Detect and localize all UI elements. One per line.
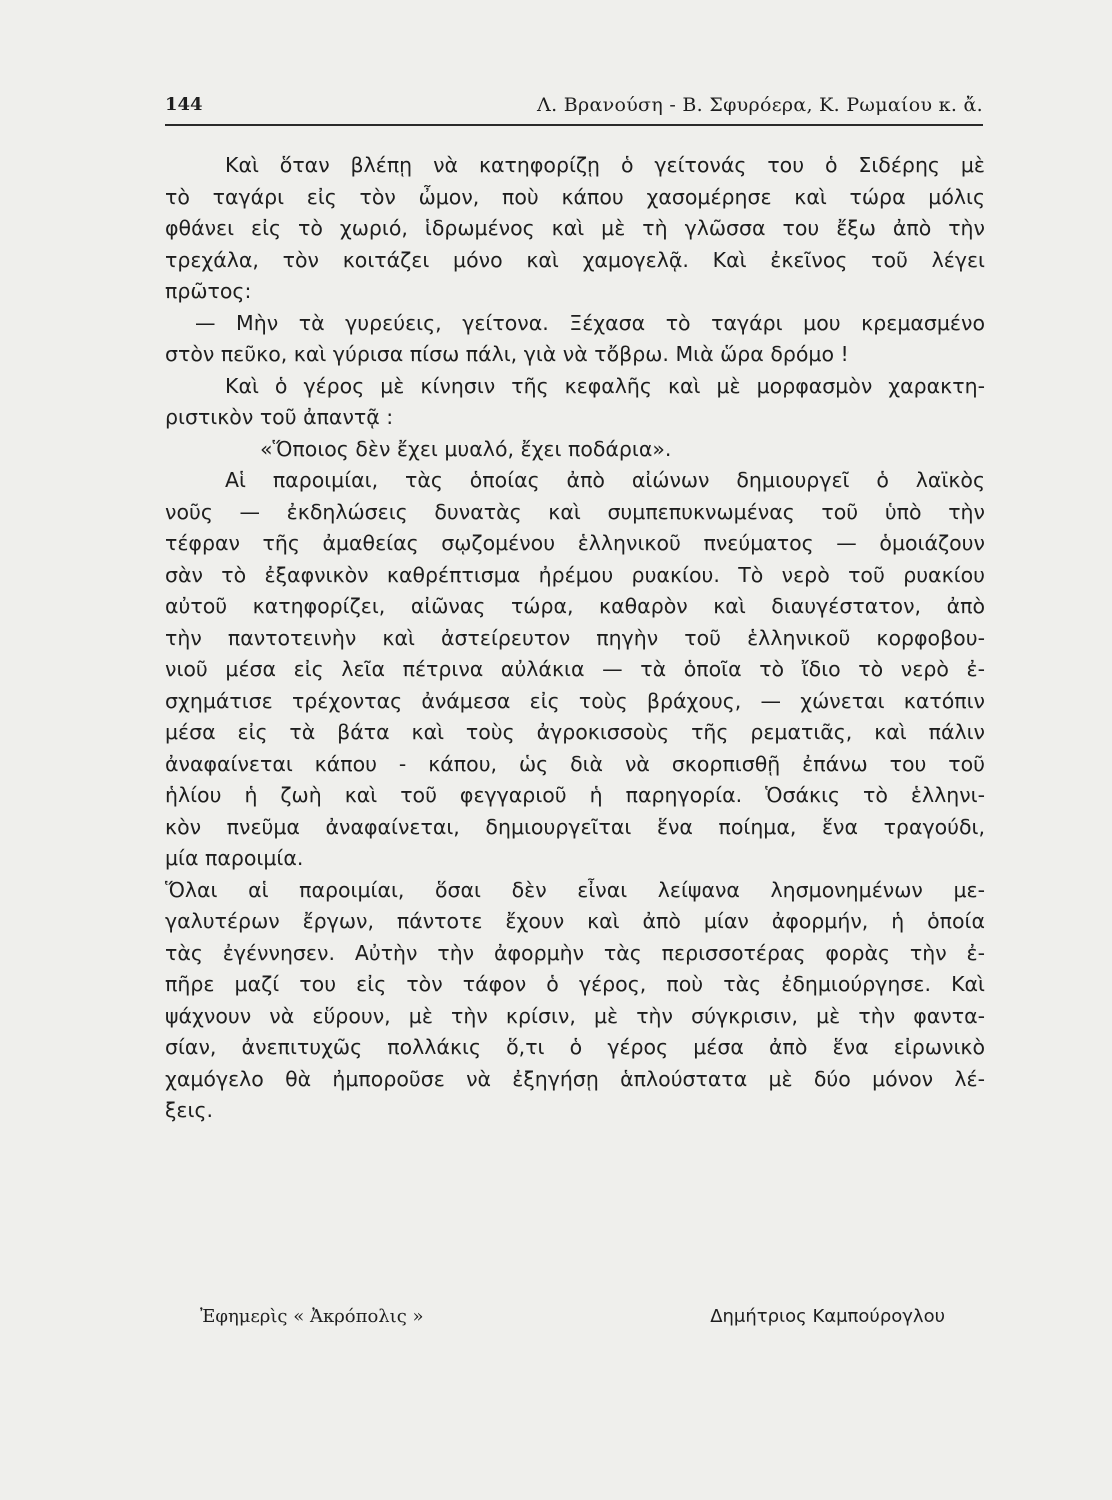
paragraph-4 bbox=[165, 875, 985, 1127]
text-line: ἀναφαίνεται κάπου - κάπου, ὡς διὰ νὰ σκορπισθῇ ἐπάνω του τοῦ bbox=[165, 751, 985, 776]
text-line: ριστικὸν τοῦ ἀπαντᾷ : bbox=[165, 405, 394, 429]
text-line: τὴν παντοτεινὴν καὶ ἀστείρευτον πηγὴν τοῦ ἑλληνικοῦ κορφοβου- bbox=[165, 625, 985, 650]
page-body bbox=[165, 150, 985, 1127]
text-line: τέφραν τῆς ἀμαθείας σῳζομένου ἑλληνικοῦ πνεύματος — ὁμοιάζουν bbox=[165, 531, 985, 555]
text-line: γαλυτέρων ἔργων, πάντοτε ἔχουν καὶ ἀπὸ μίαν ἀφορμήν, ἡ ὁποία bbox=[165, 909, 985, 933]
paragraph-3 bbox=[165, 465, 985, 875]
paragraph-1 bbox=[165, 150, 985, 308]
text-line: Καὶ ὁ γέρος μὲ κίνησιν τῆς κεφαλῆς καὶ μὲ μορφασμὸν χαρακτη- bbox=[225, 373, 985, 398]
author-name: Δημήτριος Καμπούρογλου bbox=[710, 1306, 945, 1327]
proverb-text: «Ὅποιος δὲν ἔχει μυαλό, ἔχει ποδάρια». bbox=[260, 436, 672, 461]
text-line: αὐτοῦ κατηφορίζει, αἰῶνας τώρα, καθαρὸν καὶ διαυγέστατον, ἀπὸ bbox=[165, 594, 985, 618]
text-line: πρῶτος: bbox=[165, 279, 252, 303]
running-title: Λ. Βρανούση - Β. Σφυρόερα, Κ. Ρωμαίου κ. ἄ. bbox=[537, 94, 983, 116]
text-line: Καὶ ὅταν βλέπῃ νὰ κατηφορίζῃ ὁ γείτονάς του ὁ Σιδέρης μὲ bbox=[225, 153, 985, 177]
text-line: τρεχάλα, τὸν κοιτάζει μόνο καὶ χαμογελᾷ. Καὶ ἐκεῖνος τοῦ λέγει bbox=[165, 247, 985, 272]
text-line: σχημάτισε τρέχοντας ἀνάμεσα εἰς τοὺς βράχους, — χώνεται κατόπιν bbox=[165, 688, 985, 713]
text-line: φθάνει εἰς τὸ χωριό, ἱδρωμένος καὶ μὲ τὴ γλῶσσα του ἔξω ἀπὸ τὴν bbox=[165, 216, 985, 240]
page-number: 144 bbox=[165, 94, 203, 115]
text-line: τὰς ἐγέννησεν. Αὐτὴν τὴν ἀφορμὴν τὰς περισσοτέρας φορὰς τὴν ἐ- bbox=[165, 940, 985, 965]
text-line: τὸ ταγάρι εἰς τὸν ὦμον, ποὺ κάπου χασομέρησε καὶ τώρα μόλις bbox=[165, 184, 985, 209]
text-line: ψάχνουν νὰ εὕρουν, μὲ τὴν κρίσιν, μὲ τὴν σύγκρισιν, μὲ τὴν φαντα- bbox=[165, 1003, 985, 1028]
text-line: μία παροιμία. bbox=[165, 846, 304, 870]
dialogue-paragraph bbox=[165, 308, 985, 371]
text-line: ξεις. bbox=[165, 1098, 213, 1122]
text-line: νιοῦ μέσα εἰς λεῖα πέτρινα αὐλάκια — τὰ ὁποῖα τὸ ἴδιο τὸ νερὸ ἐ- bbox=[165, 657, 985, 681]
text-line: χαμόγελο θὰ ἠμποροῦσε νὰ ἐξηγήσῃ ἁπλούστατα μὲ δύο μόνον λέ- bbox=[165, 1066, 985, 1091]
newspaper-source: Ἐφημερὶς « Ἀκρόπολις » bbox=[200, 1306, 424, 1327]
text-line: ἡλίου ἡ ζωὴ καὶ τοῦ φεγγαριοῦ ἡ παρηγορία. Ὁσάκις τὸ ἑλληνι- bbox=[165, 783, 985, 807]
page-header bbox=[165, 92, 983, 126]
proverb-quote bbox=[165, 434, 985, 466]
text-line: νοῦς — ἐκδηλώσεις δυνατὰς καὶ συμπεπυκνωμένας τοῦ ὑπὸ τὴν bbox=[165, 499, 985, 524]
text-line: Ὅλαι αἱ παροιμίαι, ὅσαι δὲν εἶναι λείψανα λησμονημένων με- bbox=[165, 877, 985, 902]
text-line: Αἱ παροιμίαι, τὰς ὁποίας ἀπὸ αἰώνων δημιουργεῖ ὁ λαϊκὸς bbox=[225, 468, 985, 492]
text-line: στὸν πεῦκο, καὶ γύρισα πίσω πάλι, γιὰ νὰ τὄβρω. Μιὰ ὥρα δρόμο ! bbox=[165, 342, 849, 366]
text-line: — Μὴν τὰ γυρεύεις, γείτονα. Ξέχασα τὸ ταγάρι μου κρεμασμένο bbox=[195, 310, 985, 335]
text-line: μέσα εἰς τὰ βάτα καὶ τοὺς ἀγροκισσοὺς τῆς ρεματιᾶς, καὶ πάλιν bbox=[165, 720, 985, 744]
text-line: πῆρε μαζί του εἰς τὸν τάφον ὁ γέρος, ποὺ τὰς ἐδημιούργησε. Καὶ bbox=[165, 972, 985, 996]
paragraph-2 bbox=[165, 371, 985, 434]
source-attribution bbox=[200, 1306, 945, 1336]
text-line: σίαν, ἀνεπιτυχῶς πολλάκις ὅ,τι ὁ γέρος μέσα ἀπὸ ἕνα εἰρωνικὸ bbox=[165, 1035, 985, 1059]
text-line: κὸν πνεῦμα ἀναφαίνεται, δημιουργεῖται ἕνα ποίημα, ἕνα τραγούδι, bbox=[165, 814, 985, 839]
text-line: σὰν τὸ ἐξαφνικὸν καθρέπτισμα ἠρέμου ρυακίου. Τὸ νερὸ τοῦ ρυακίου bbox=[165, 562, 985, 587]
